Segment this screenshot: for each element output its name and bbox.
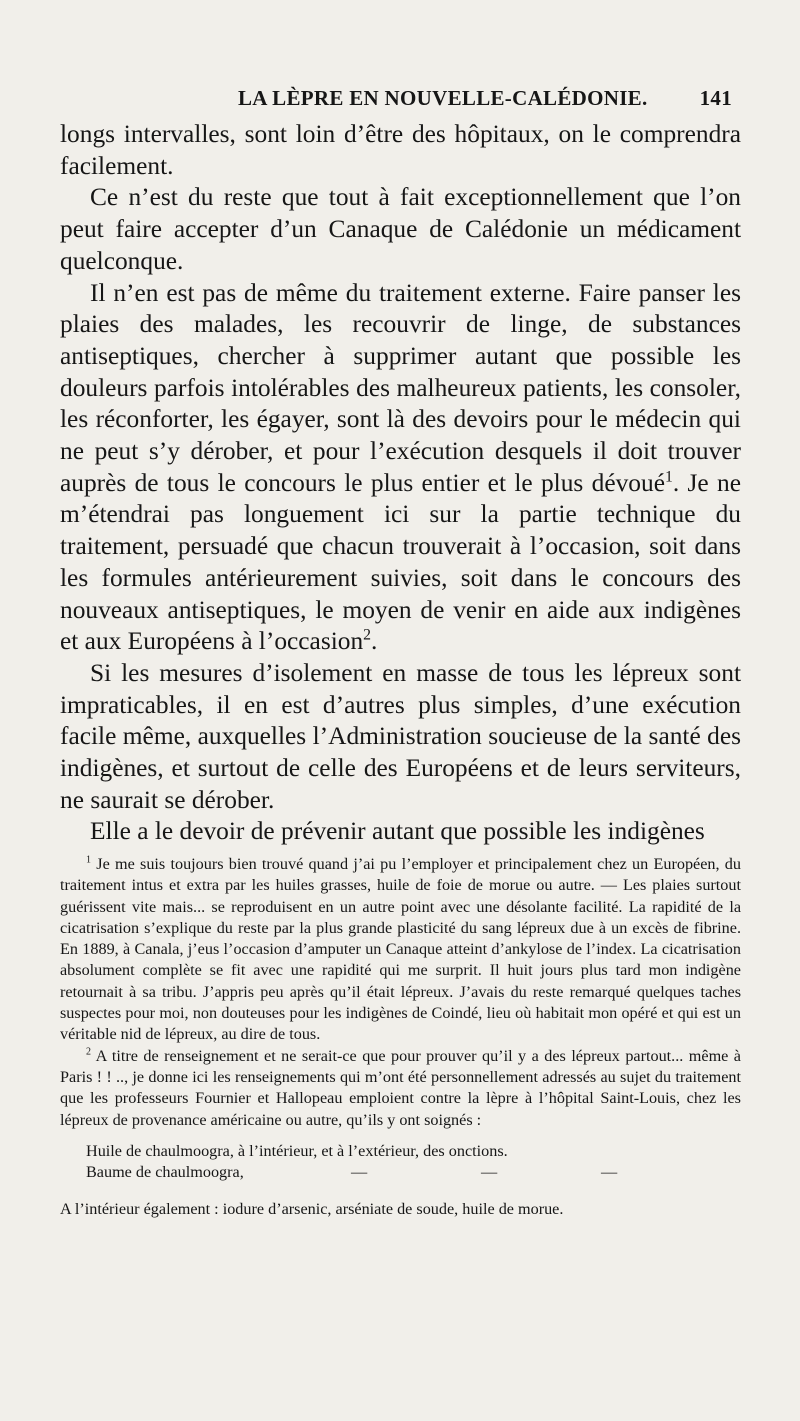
page-header [62,86,738,114]
footnote-text: Je me suis toujours bien trouvé quand j’ai pu l’employer et principalement chez un Européen, du traitement intus et extra par les huiles grasses, huile de foie de morue ou autre. — Les plaies surtout guérissent vite mais... se reproduisent en un autre point avec une désolante facilité. La rapidité de la cicatrisation s’explique du reste par la plus grande plasticité du sang lépreux due à un excès de fibrine. En 1889, à Canala, j’eus l’occasion d’amputer un Canaque atteint d’ankylose de l’index. La cicatrisation absolument complète se fit avec une rapidité qui me surprit. Il huit jours plus tard mon indigène retournait à sa tribu. J’appris peu après qu’il était lépreux. J’avais du reste remarqué quelques taches suspectes pour moi, non douteuses pour les indigènes de Coindé, lieu où habitait mon opéré et qui est un véritable nid de lépreux, au dire de tous. [60,855,741,1044]
running-title: LA LÈPRE EN NOUVELLE-CALÉDONIE. [238,86,648,110]
paragraph-text: Il n’en est pas de même du traitement externe. Faire panser les plaies des malades, les recouvrir de linge, de substances antiseptiques, chercher à supprimer autant que possible les douleurs parfois intolérables des malheureux patients, les consoler, les réconforter, les égayer, sont là des devoirs pour le médecin qui ne peut s’y dérober, et pour l’exécution desquels il doit trouver auprès de tous le concours le plus entier et le plus dévoué [60,278,741,497]
main-text [60,119,741,848]
paragraph: Elle a le devoir de prévenir autant que possible les indigènes [90,817,705,846]
footnote-ref: 2 [363,626,372,644]
prescription-line [86,1162,741,1183]
paragraph: Ce n’est du reste que tout à fait exceptionnellement que l’on peut faire accepter d’un Canaque de Calédonie un médicament quelconque. [60,183,741,275]
ditto-mark: — [601,1163,618,1182]
footnote [60,854,741,1046]
footnote-mark: 1 [86,854,92,866]
footnote [60,1046,741,1131]
prescription-name: Baume de chaulmoogra, [86,1163,244,1182]
footnote-closing-line: A l’intérieur également : iodure d’arsenic, arséniate de soude, huile de morue. [60,1200,564,1219]
prescription-line: Huile de chaulmoogra, à l’intérieur, et à l’extérieur, des onctions. [86,1141,508,1160]
footnotes [60,854,741,1221]
footnote-text: A titre de renseignement et ne serait-ce que pour prouver qu’il y a des lépreux partout... même à Paris ! ! .., je donne ici les renseignements qui m’ont été personnellement adressés au sujet du traitement que les professeurs Fournier et Hallopeau emploient contre la lèpre à l’hôpital Saint-Louis, chez les lépreux de provenance américaine ou autre, qu’ils y ont soignés : [60,1046,741,1129]
paragraph: longs intervalles, sont loin d’être des hôpitaux, on le comprendra facilement. [60,120,741,180]
paragraph-text: . Je ne m’étendrai pas longuement ici sur la partie technique du traitement, persuadé que chacun trouverait à l’occasion, soit dans les formules antérieurement suivies, soit dans le concours des nouveaux antiseptiques, le moyen de venir en aide aux indigènes et aux Européens à l’occasion [60,468,741,656]
footnote-ref: 1 [664,468,673,486]
paragraph-text: . [371,627,378,656]
page-number: 141 [699,86,732,110]
paragraph [60,278,741,658]
ditto-mark: — [351,1163,368,1182]
footnote-mark: 2 [86,1046,92,1058]
ditto-mark: — [481,1163,498,1182]
paragraph: Si les mesures d’isolement en masse de tous les lépreux sont impraticables, il en est d’autres plus simples, d’une exécution facile même, auxquelles l’Administration soucieuse de la santé des indigènes, et surtout de celle des Européens et de leurs serviteurs, ne saurait se dérober. [60,658,741,814]
